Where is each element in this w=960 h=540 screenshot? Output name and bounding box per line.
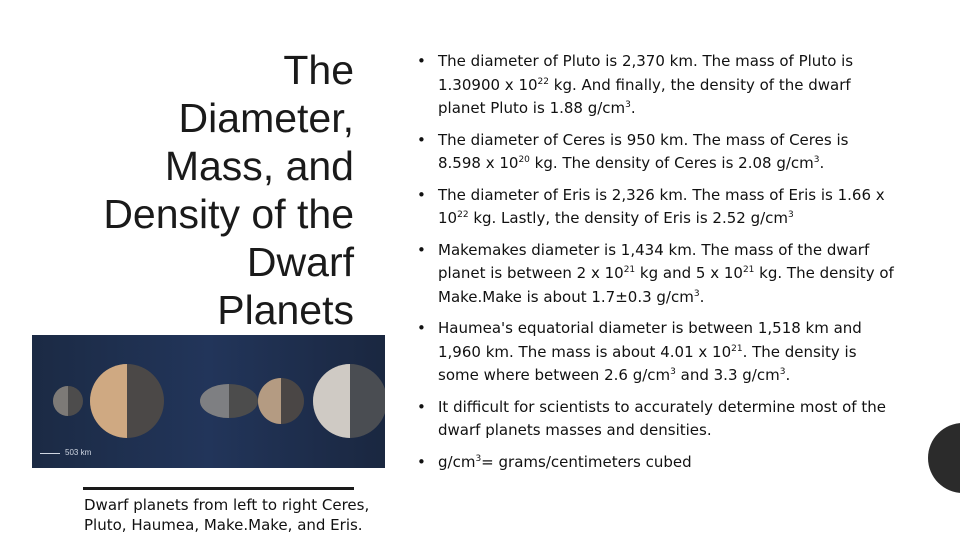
list-item-eris: • The diameter of Eris is 2,326 km. The mass of Eris is 1.66 x $10^{22}$ kg. Lastly, the density of Eris is 2.52 $g/cm^3$ (417, 184, 895, 231)
list-item-ceres: • The diameter of Ceres is 950 km. The mass of Ceres is 8.598 x $10^{20}$ kg. The density of Ceres is 2.08 $g/cm^3$. (417, 129, 895, 176)
list-item-haumea: • Haumea's equatorial diameter is between 1,518 km and 1,960 km. The mass is about 4.01 x $10^{21}$. The density is some where between 2.6 $g/cm^3$ and 3.3 $g/cm^3$. (417, 317, 895, 388)
scale-label: 503 km (65, 448, 92, 457)
list-item-pluto: • The diameter of Pluto is 2,370 km. The mass of Pluto is 1.30900 x $10^{22}$ kg. And finally, the density of the dwarf planet Pluto is 1.88 $g/cm^3$. (417, 50, 895, 121)
title-line: Dwarf (246, 239, 354, 285)
title-line: Diameter, (178, 95, 354, 141)
decorative-circle (928, 423, 960, 493)
title-line: Density of the (103, 191, 354, 237)
title-line: Planets (217, 287, 354, 333)
facts-list (417, 50, 895, 482)
makemake-planet (258, 378, 304, 424)
dwarf-planets-image (32, 335, 385, 468)
list-item-difficult: • It difficult for scientists to accurately determine most of the dwarf planets masses and densities. (417, 396, 895, 443)
image-caption: Dwarf planets from left to right Ceres, Pluto, Haumea, Make.Make, and Eris. (84, 496, 370, 534)
ceres-planet (53, 386, 83, 416)
eris-planet (313, 364, 385, 438)
haumea-planet (200, 384, 258, 418)
title-line: The (283, 47, 354, 93)
list-item-makemake: • Makemakes diameter is 1,434 km. The mass of the dwarf planet is between 2 x $10^{21}$ kg and 5 x $10^{21}$ kg. The density of Make.Make is about 1.7±0.3 $g/cm^3$. (417, 239, 895, 310)
caption-divider (83, 487, 354, 490)
slide-title (54, 46, 354, 334)
pluto-planet (90, 364, 164, 438)
title-line: Mass, and (164, 143, 354, 189)
scale-bar (40, 453, 60, 454)
list-item-units: • $g/cm^3=$ grams/centimeters cubed (417, 451, 895, 475)
